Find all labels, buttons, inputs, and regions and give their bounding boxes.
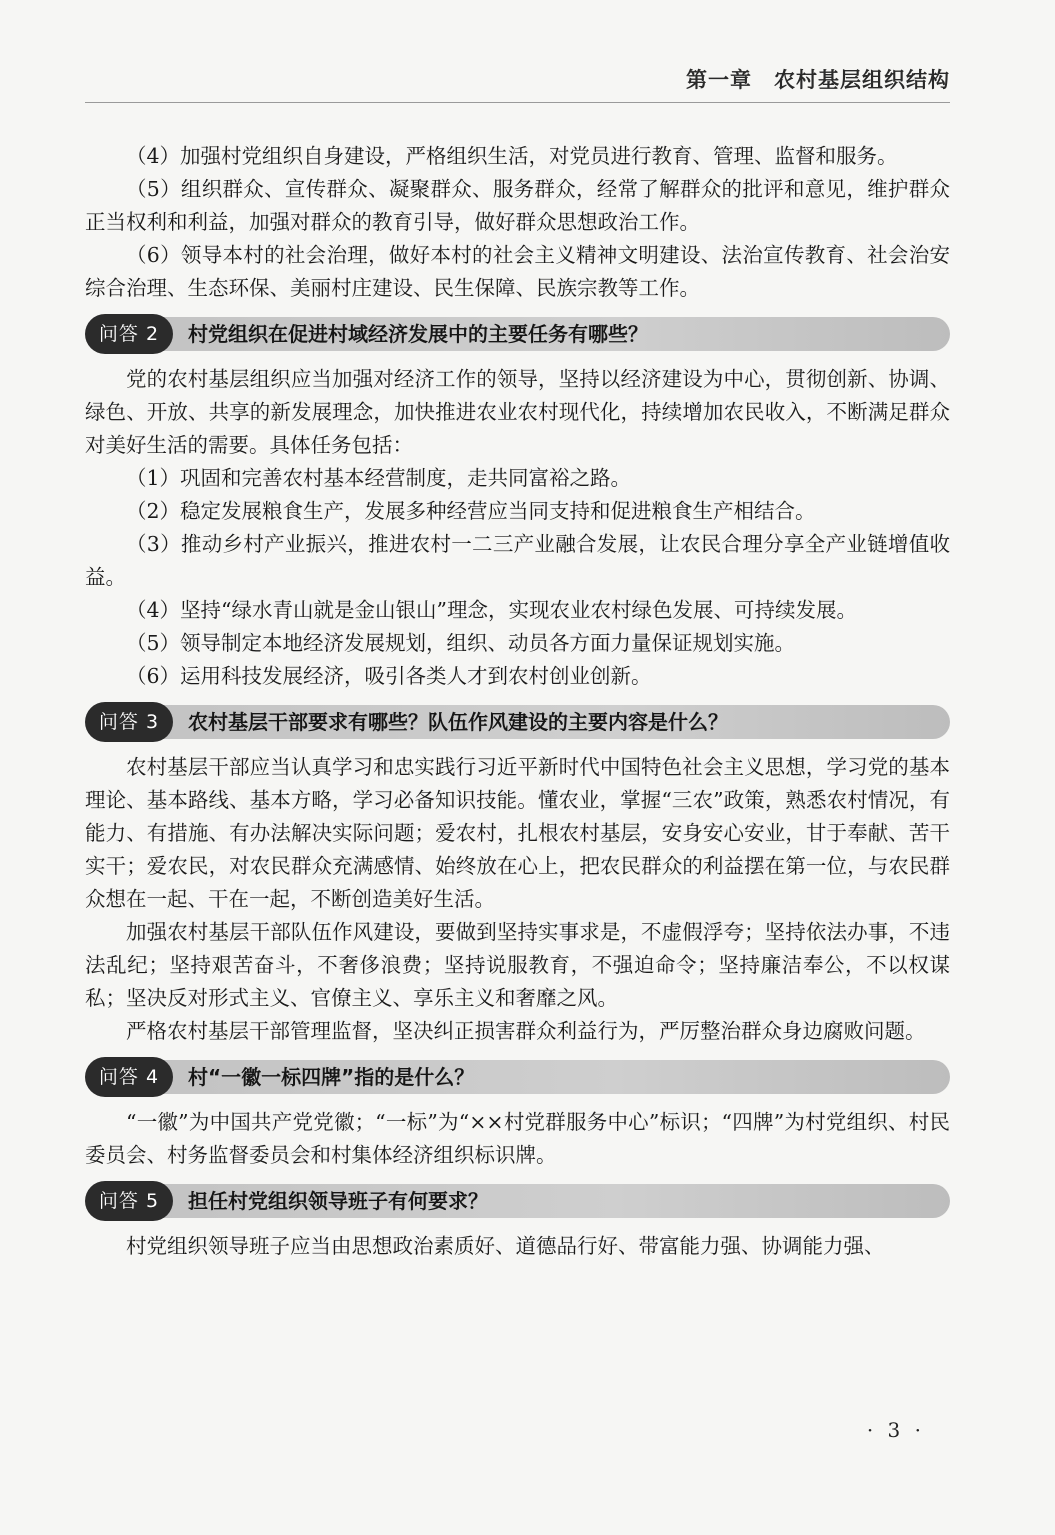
paragraph: “一徽”为中国共产党党徽；“一标”为“××村党群服务中心”标识；“四牌”为村党组织、村民委员会、村务监督委员会和村集体经济组织标识牌。 <box>85 1110 950 1167</box>
qa-answer-3 <box>85 751 950 1048</box>
qa-answer-2 <box>85 363 950 693</box>
page-body <box>85 140 950 1263</box>
paragraph: 加强农村基层干部队伍作风建设，要做到坚持实事求是，不虚假浮夸；坚持依法办事，不违法乱纪；坚持艰苦奋斗，不奢侈浪费；坚持说服教育，不强迫命令；坚持廉洁奉公，不以权谋私；坚决反对形式主义、官僚主义、享乐主义和奢靡之风。 <box>85 920 950 1010</box>
qa-badge: 问答 5 <box>85 1181 173 1221</box>
paragraph: 严格农村基层干部管理监督，坚决纠正损害群众利益行为，严厉整治群众身边腐败问题。 <box>126 1019 926 1043</box>
qa-heading-4 <box>85 1057 950 1097</box>
list-item: （1）巩固和完善农村基本经营制度，走共同富裕之路。 <box>126 466 632 490</box>
qa-badge: 问答 3 <box>85 702 173 742</box>
qa-heading-2 <box>85 314 950 354</box>
qa-answer-5 <box>85 1230 950 1263</box>
qa-badge: 问答 2 <box>85 314 173 354</box>
qa-answer-4 <box>85 1106 950 1172</box>
qa-badge: 问答 4 <box>85 1057 173 1097</box>
qa-question: 农村基层干部要求有哪些？队伍作风建设的主要内容是什么？ <box>188 710 728 734</box>
qa-question: 村党组织在促进村域经济发展中的主要任务有哪些？ <box>188 322 648 346</box>
list-item: （5）领导制定本地经济发展规划，组织、动员各方面力量保证规划实施。 <box>126 631 796 655</box>
list-item: （6）运用科技发展经济，吸引各类人才到农村创业创新。 <box>126 664 652 688</box>
list-item: （4）坚持“绿水青山就是金山银山”理念，实现农业农村绿色发展、可持续发展。 <box>126 598 858 622</box>
list-item: （2）稳定发展粮食生产，发展多种经营应当同支持和促进粮食生产相结合。 <box>126 499 816 523</box>
paragraph: （6）领导本村的社会治理，做好本村的社会主义精神文明建设、法治宣传教育、社会治安综合治理、生态环保、美丽村庄建设、民生保障、民族宗教等工作。 <box>85 243 950 300</box>
paragraph: （5）组织群众、宣传群众、凝聚群众、服务群众，经常了解群众的批评和意见，维护群众正当权利和利益，加强对群众的教育引导，做好群众思想政治工作。 <box>85 177 950 234</box>
qa-heading-3 <box>85 702 950 742</box>
page-number: · 3 · <box>866 1418 925 1442</box>
paragraph: 党的农村基层组织应当加强对经济工作的领导，坚持以经济建设为中心，贯彻创新、协调、绿色、开放、共享的新发展理念，加快推进农业农村现代化，持续增加农民收入，不断满足群众对美好生活的需要。具体任务包括： <box>85 367 950 457</box>
paragraph: 农村基层干部应当认真学习和忠实践行习近平新时代中国特色社会主义思想，学习党的基本理论、基本路线、基本方略，学习必备知识技能。懂农业，掌握“三农”政策，熟悉农村情况，有能力、有措施、有办法解决实际问题；爱农村，扎根农村基层，安身安心安业，甘于奉献、苦干实干；爱农民，对农民群众充满感情、始终放在心上，把农民群众的利益摆在第一位，与农民群众想在一起、干在一起，不断创造美好生活。 <box>85 755 950 911</box>
list-item: （3）推动乡村产业振兴，推进农村一二三产业融合发展，让农民合理分享全产业链增值收益。 <box>85 532 950 589</box>
running-header <box>85 62 950 103</box>
paragraph: 村党组织领导班子应当由思想政治素质好、道德品行好、带富能力强、协调能力强、 <box>126 1234 885 1258</box>
section-continued <box>85 140 950 305</box>
qa-heading-5 <box>85 1181 950 1221</box>
qa-question: 担任村党组织领导班子有何要求？ <box>188 1189 488 1213</box>
qa-question: 村“一徽一标四牌”指的是什么？ <box>188 1065 475 1089</box>
paragraph: （4）加强村党组织自身建设，严格组织生活，对党员进行教育、管理、监督和服务。 <box>126 144 898 168</box>
chapter-title: 第一章 农村基层组织结构 <box>686 68 950 92</box>
